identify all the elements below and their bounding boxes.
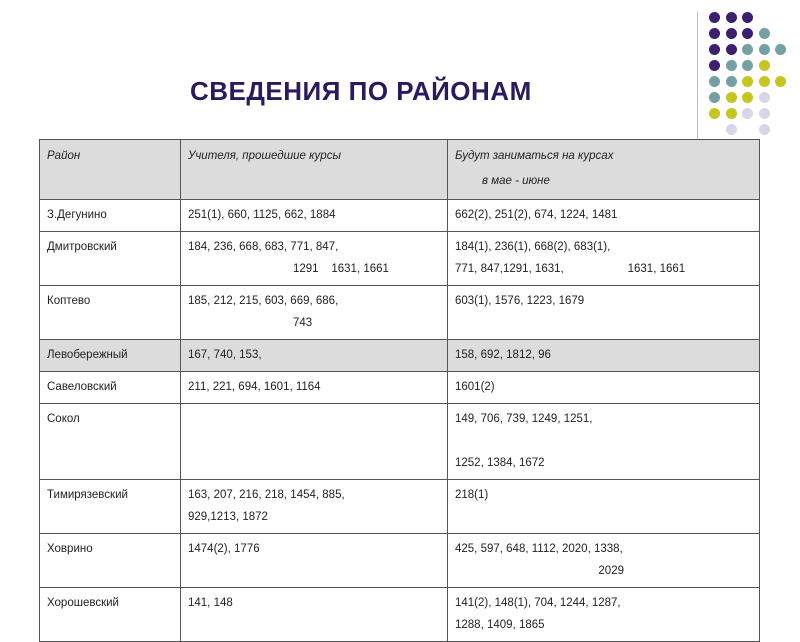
table-row xyxy=(40,588,760,642)
decor-dot xyxy=(775,44,786,55)
decor-dot xyxy=(759,124,770,135)
decor-dot xyxy=(726,44,737,55)
planned-line: 771, 847,1291, 1631, 1631, 1661 xyxy=(455,263,686,275)
decor-dot xyxy=(742,92,753,103)
teachers-cell xyxy=(181,534,448,588)
decor-dot xyxy=(759,44,770,55)
decor-dot xyxy=(742,44,753,55)
teachers-cell xyxy=(181,588,448,642)
decor-dot xyxy=(726,124,737,135)
teachers-line: 211, 221, 694, 1601, 1164 xyxy=(188,381,321,393)
planned-cell xyxy=(448,232,760,286)
decor-dot xyxy=(775,76,786,87)
planned-line: 184(1), 236(1), 668(2), 683(1), xyxy=(455,241,611,253)
planned-line: 425, 597, 648, 1112, 2020, 1338, xyxy=(455,543,623,555)
planned-cell xyxy=(448,372,760,404)
planned-line: 603(1), 1576, 1223, 1679 xyxy=(455,295,585,307)
table-row xyxy=(40,232,760,286)
district-cell: Дмитровский xyxy=(40,232,181,286)
planned-line: 1252, 1384, 1672 xyxy=(455,457,545,469)
decor-dot xyxy=(742,12,753,23)
planned-cell xyxy=(448,286,760,340)
teachers-line: 929,1213, 1872 xyxy=(188,511,268,523)
planned-line: 1601(2) xyxy=(455,381,495,393)
decor-dot xyxy=(742,28,753,39)
decor-dot xyxy=(742,108,753,119)
planned-line: 218(1) xyxy=(455,489,489,501)
decor-dot xyxy=(726,12,737,23)
teachers-cell xyxy=(181,340,448,372)
district-cell: Коптево xyxy=(40,286,181,340)
decor-dot xyxy=(726,28,737,39)
header-planned-line2: в мае - июне xyxy=(482,175,550,187)
header-planned-line1: Будут заниматься на курсах xyxy=(455,150,614,162)
table-row xyxy=(40,404,760,480)
district-cell: Тимирязевский xyxy=(40,480,181,534)
planned-cell xyxy=(448,340,760,372)
planned-cell xyxy=(448,534,760,588)
decor-dot xyxy=(709,60,720,71)
decor-dot xyxy=(742,76,753,87)
header-teachers: Учителя, прошедшие курсы xyxy=(181,140,448,200)
decor-dot xyxy=(759,76,770,87)
district-cell: Сокол xyxy=(40,404,181,480)
district-cell: З.Дегунино xyxy=(40,200,181,232)
decor-dot xyxy=(742,60,753,71)
table-row xyxy=(40,480,760,534)
decor-dot xyxy=(726,92,737,103)
districts-table xyxy=(39,139,760,642)
teachers-line: 743 xyxy=(293,317,313,329)
table-row xyxy=(40,200,760,232)
planned-cell xyxy=(448,588,760,642)
teachers-cell xyxy=(181,480,448,534)
decor-dot xyxy=(759,108,770,119)
table-row xyxy=(40,286,760,340)
decorative-divider xyxy=(697,12,698,145)
decor-dot xyxy=(709,44,720,55)
planned-line: 158, 692, 1812, 96 xyxy=(455,349,551,361)
district-cell: Савеловский xyxy=(40,372,181,404)
teachers-cell xyxy=(181,286,448,340)
slide-title: СВЕДЕНИЯ ПО РАЙОНАМ xyxy=(190,76,532,106)
teachers-cell xyxy=(181,200,448,232)
teachers-line: 184, 236, 668, 683, 771, 847, xyxy=(188,241,339,253)
decor-dot xyxy=(709,28,720,39)
decor-dot xyxy=(709,76,720,87)
teachers-cell xyxy=(181,232,448,286)
planned-line: 141(2), 148(1), 704, 1244, 1287, xyxy=(455,597,621,609)
planned-line: 2029 xyxy=(598,565,624,577)
table-row xyxy=(40,372,760,404)
decor-dot xyxy=(759,28,770,39)
header-planned xyxy=(448,140,760,200)
teachers-line: 1474(2), 1776 xyxy=(188,543,260,555)
decor-dot xyxy=(726,76,737,87)
district-cell: Хорошевский xyxy=(40,588,181,642)
planned-line: 149, 706, 739, 1249, 1251, xyxy=(455,413,593,425)
decor-dot xyxy=(709,12,720,23)
decor-dot xyxy=(759,60,770,71)
planned-cell xyxy=(448,200,760,232)
decor-dot xyxy=(759,92,770,103)
teachers-line: 167, 740, 153, xyxy=(188,349,262,361)
table-header-row xyxy=(40,140,760,200)
district-cell: Ховрино xyxy=(40,534,181,588)
teachers-cell xyxy=(181,372,448,404)
teachers-line: 163, 207, 216, 218, 1454, 885, xyxy=(188,489,345,501)
table-row xyxy=(40,534,760,588)
planned-line: 1288, 1409, 1865 xyxy=(455,619,545,631)
teachers-line: 185, 212, 215, 603, 669, 686, xyxy=(188,295,339,307)
teachers-line: 251(1), 660, 1125, 662, 1884 xyxy=(188,209,336,221)
planned-cell xyxy=(448,480,760,534)
planned-line: 662(2), 251(2), 674, 1224, 1481 xyxy=(455,209,618,221)
district-cell: Левобережный xyxy=(40,340,181,372)
decor-dot xyxy=(709,108,720,119)
header-district: Район xyxy=(40,140,181,200)
planned-cell xyxy=(448,404,760,480)
decor-dot xyxy=(726,60,737,71)
teachers-line: 1291 1631, 1661 xyxy=(293,263,389,275)
decor-dot xyxy=(709,92,720,103)
teachers-cell xyxy=(181,404,448,480)
decor-dot xyxy=(726,108,737,119)
teachers-line: 141, 148 xyxy=(188,597,233,609)
table-row xyxy=(40,340,760,372)
